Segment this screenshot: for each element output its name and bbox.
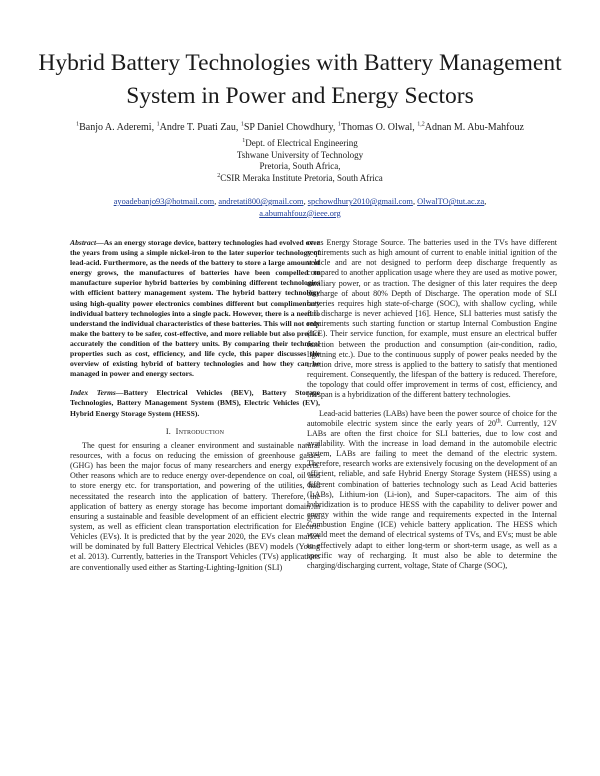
lead-acid-text-start: Lead-acid batteries (LABs) have been the power source of choice for the automobile electric system since the early years of 20 <box>307 408 557 428</box>
author-2-affiliation-mark: 1 <box>156 121 160 128</box>
lead-acid-text-rest: . Currently, 12V LABs are often the first choice for SLI batteries, due to low cost and availability. With the increase in load demand in the automobile electric system, LABs are failing to meet the demand of the electric system. Therefore, research works are extensively focusing on the development of an efficient, reliable, and safe Hybrid Energy Storage System (HESS) using a different combination of batteries technology such as Lead Acid batteries (LABs), Lithium-ion (Li-ion), and Super-capacitors. The aim of this hybridization is to produce HESS with the capability to deliver power and energy within the wide range and requirements expected in the Internal Combustion Engine (ICE) vehicle battery application. The HESS which would meet the demand of electrical systems of TVs, and EVs; must be able to effectively adapt to either long-term or short-term usage, as well as a specific way of recharging. It must also be able to determine the charging/discharging current, voltage, State of Charge (SOC), <box>307 418 557 570</box>
email-line-2 <box>60 208 540 220</box>
abstract-lead: Abstract <box>70 238 97 247</box>
email-link-abu-mahfouz[interactable]: a.abumahfouz@ieee.org <box>259 208 341 218</box>
index-terms <box>70 388 320 418</box>
introduction-paragraph-1: The quest for ensuring a cleaner environment and sustainable natural resources, with a focus on reducing the emission of greenhouse gasses (GHG) has been the major focus of many researchers and energy experts. Other reasons which are to reduce energy over-dependence on coal, oil and to store energy etc. for transportation, and powering of the utilities, had necessitated the research into the application of battery. Therefore, the application of battery as energy storage has become important domain in ensuring a sustainable and feasible development of an efficient electric grid system, as well as efficient clean transportation electrification for Electric Vehicles (EVs). It is predicted that by the year 2020, the EVs clean market will be dominated by full Battery Electrical Vehicles (BEV) models (Young et al. 2013). Currently, batteries in the Transport Vehicles (TVs) applications are conventionally used either as Starting-Lighting-Ignition (SLI) <box>70 440 320 572</box>
email-link-chowdhury[interactable]: spchowdhury2010@gmail.com <box>307 197 413 206</box>
affiliation-line-2: Tshwane University of Technology <box>236 149 364 160</box>
author-5: Adnan M. Abu-Mahfouz <box>424 122 524 133</box>
affiliation-line-1 <box>40 138 560 150</box>
index-terms-lead: Index Terms <box>70 388 116 398</box>
index-terms-text: —Battery Electrical Vehicles (BEV), Battery Storage Technologies, Battery Management System (BMS), Electric Vehicles (EV), Hybrid Energy Storage System (HESS). <box>70 388 320 418</box>
email-line-1: ayoadebanjo93@hotmail.com, andretati800@gmail.com, spchowdhury2010@gmail.com, OlwalTO@tut.ac.za, <box>113 197 487 206</box>
affiliation-2-mark: 2 <box>217 173 221 180</box>
author-2: Andre T. Puati Zau, <box>159 122 239 133</box>
abstract <box>70 238 320 379</box>
section-number: I. <box>165 426 172 436</box>
title-line-1: Hybrid Battery Technologies with Battery Management <box>38 50 562 76</box>
left-column <box>70 238 320 573</box>
author-3-affiliation-mark: 1 <box>240 121 244 128</box>
section-title: Introduction <box>175 426 225 436</box>
affiliation-line-3: Pretoria, South Africa, <box>259 161 341 172</box>
ordinal-suffix: th <box>495 417 501 424</box>
affiliation-department: Dept. of Electrical Engineering <box>245 138 358 148</box>
author-4: Thomas O. Olwal, <box>340 122 415 133</box>
author-3: SP Daniel Chowdhury, <box>243 122 336 133</box>
author-5-affiliation-mark: 1,2 <box>417 121 425 128</box>
author-1: Banjo A. Aderemi, <box>79 122 155 133</box>
affiliation-1-mark: 1 <box>242 138 246 144</box>
affiliations <box>40 138 560 185</box>
affiliation-line-4 <box>40 173 560 185</box>
author-4-affiliation-mark: 1 <box>337 121 341 128</box>
title-line-2: System in Power and Energy Sectors <box>126 83 474 109</box>
author-1-affiliation-mark: 1 <box>76 121 80 128</box>
body-paragraph-continued: or as Energy Storage Source. The batteries used in the TVs have different requirements such as high amount of current to enable initial ignition of the vehicle and are not designed to perform deep discharge frequently as compared to another application usage where they are used as motive power, auxiliary power, or as traction. The designer of this later requires the deep discharge of about 80% Depth of Discharge. The operation mode of SLI batteries requires high state-of-charge (SOC), with shallow cycling, while full discharge is never achieved [16]. Hence, SLI batteries must satisfy the requirements such starting function or startup Internal Combustion Engine (ICE). Their service function, for example, must ensure an electrical buffer function between the production and consumption (air-condition, radio, lightning etc.). Due to the continuous supply of power peaks needed by the traction drive, more stress is applied to the battery to satisfy that mentioned requirement. Consequently, the lifespan of the battery is reduced. Therefore, the topology that could offer improvement in terms of cost, efficiency, and lifespan is a hybridization of the different battery technologies. <box>307 238 557 400</box>
abstract-text: —As an energy storage device, battery technologies had evolved over the years from using a simple nickel-iron to the later superior technology of lead-acid. Furthermore, as the needs of the battery to store a large amount of energy grows, the manufactures of batteries have been compelled to manufacture superior hybrid batteries by combining different technologies with efficient battery management system. The hybrid battery technology using high-quality power electronics combines different but complimentary individual battery technologies into a single pack. However, there is a need to understand the individual characteristics of these batteries. This will not only make the battery to be safer, cost-effective, and more reliable but also predict accurately the condition of the battery units. By comparing their technical properties such as cost, efficiency, and life cycle, this paper discusses the overview of existing hybrid of battery technologies and how they can be managed in power and energy sectors. <box>70 238 320 379</box>
email-link-olwal[interactable]: OlwalTO@tut.ac.za <box>417 197 485 206</box>
email-link-aderemi[interactable]: ayoadebanjo93@hotmail.com <box>113 197 215 206</box>
section-heading-introduction <box>70 427 320 437</box>
body-paragraph-lead-acid <box>307 409 557 572</box>
affiliation-csir: CSIR Meraka Institute Pretoria, South Africa <box>220 173 383 184</box>
author-emails <box>60 196 540 219</box>
paper-title <box>30 47 570 113</box>
right-column <box>307 238 557 571</box>
email-link-zau[interactable]: andretati800@gmail.com <box>218 197 304 206</box>
author-list <box>20 121 580 134</box>
